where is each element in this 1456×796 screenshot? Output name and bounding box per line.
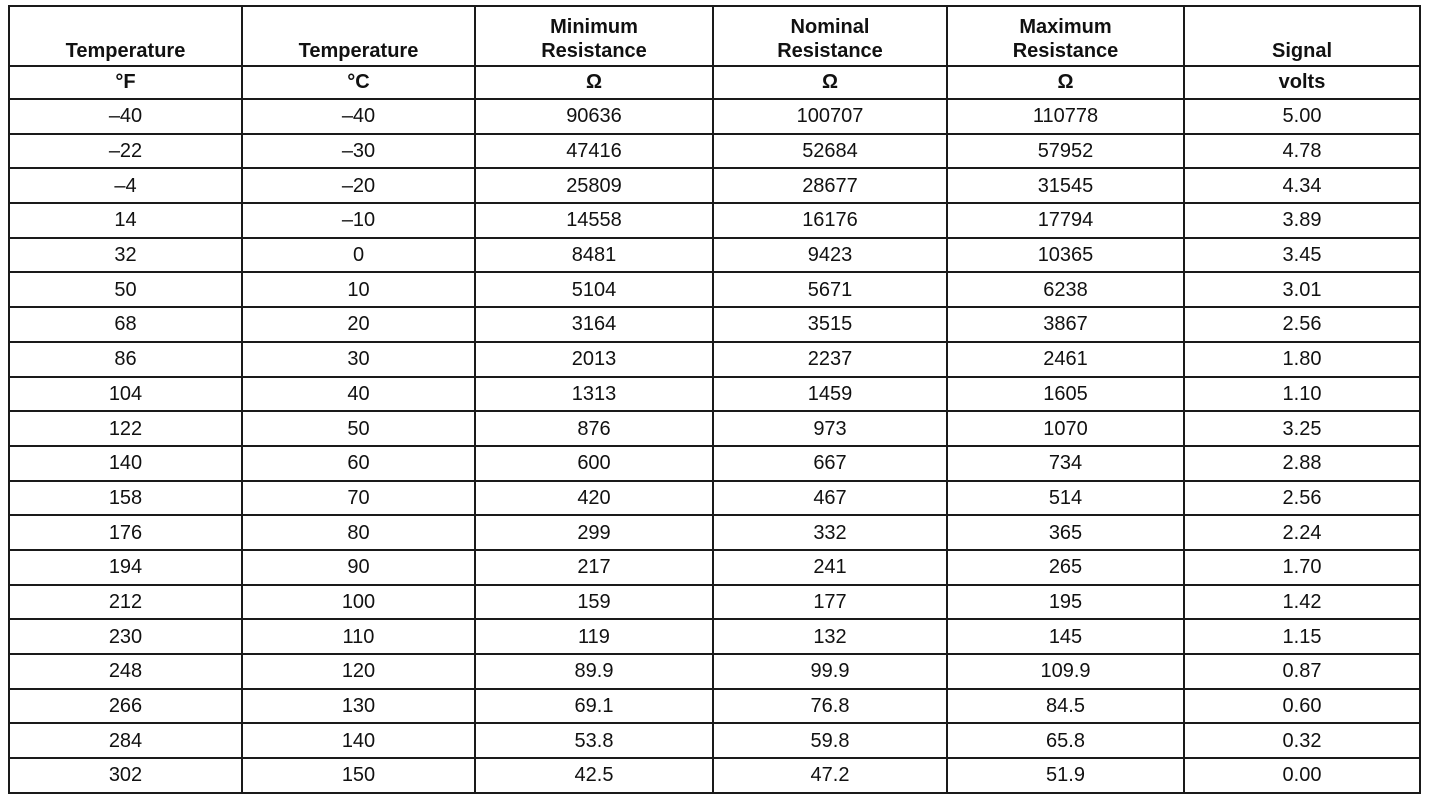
cell-nominal-resistance: 973 xyxy=(713,411,947,446)
cell-temp-f: 194 xyxy=(9,550,242,585)
cell-min-resistance: 1313 xyxy=(475,377,713,412)
cell-nominal-resistance: 59.8 xyxy=(713,723,947,758)
cell-nominal-resistance: 467 xyxy=(713,481,947,516)
table-body xyxy=(9,99,1420,793)
table-row xyxy=(9,238,1420,273)
table-row xyxy=(9,619,1420,654)
cell-temp-c: 40 xyxy=(242,377,475,412)
cell-min-resistance: 89.9 xyxy=(475,654,713,689)
table-row xyxy=(9,758,1420,793)
table-row xyxy=(9,203,1420,238)
cell-min-resistance: 69.1 xyxy=(475,689,713,724)
cell-signal-volts: 1.42 xyxy=(1184,585,1420,620)
cell-max-resistance: 65.8 xyxy=(947,723,1184,758)
cell-nominal-resistance: 100707 xyxy=(713,99,947,134)
cell-nominal-resistance: 667 xyxy=(713,446,947,481)
header-signal: Signal xyxy=(1184,6,1420,66)
cell-temp-c: 30 xyxy=(242,342,475,377)
cell-max-resistance: 3867 xyxy=(947,307,1184,342)
cell-nominal-resistance: 28677 xyxy=(713,168,947,203)
cell-max-resistance: 51.9 xyxy=(947,758,1184,793)
table-row xyxy=(9,550,1420,585)
cell-nominal-resistance: 1459 xyxy=(713,377,947,412)
cell-temp-f: 68 xyxy=(9,307,242,342)
cell-temp-f: –4 xyxy=(9,168,242,203)
cell-signal-volts: 1.15 xyxy=(1184,619,1420,654)
unit-celsius: °C xyxy=(242,66,475,99)
cell-min-resistance: 14558 xyxy=(475,203,713,238)
cell-temp-c: 60 xyxy=(242,446,475,481)
cell-temp-c: –20 xyxy=(242,168,475,203)
cell-min-resistance: 420 xyxy=(475,481,713,516)
cell-temp-c: –10 xyxy=(242,203,475,238)
table-row xyxy=(9,515,1420,550)
cell-min-resistance: 47416 xyxy=(475,134,713,169)
cell-temp-c: 120 xyxy=(242,654,475,689)
cell-temp-c: 10 xyxy=(242,272,475,307)
cell-nominal-resistance: 132 xyxy=(713,619,947,654)
cell-nominal-resistance: 2237 xyxy=(713,342,947,377)
cell-signal-volts: 3.89 xyxy=(1184,203,1420,238)
table-row xyxy=(9,99,1420,134)
cell-signal-volts: 2.88 xyxy=(1184,446,1420,481)
cell-signal-volts: 2.56 xyxy=(1184,307,1420,342)
cell-signal-volts: 2.24 xyxy=(1184,515,1420,550)
header-temperature-c: Temperature xyxy=(242,6,475,66)
cell-min-resistance: 2013 xyxy=(475,342,713,377)
cell-min-resistance: 42.5 xyxy=(475,758,713,793)
table-row xyxy=(9,307,1420,342)
unit-fahrenheit: °F xyxy=(9,66,242,99)
cell-nominal-resistance: 99.9 xyxy=(713,654,947,689)
unit-ohm-min: Ω xyxy=(475,66,713,99)
cell-min-resistance: 876 xyxy=(475,411,713,446)
cell-max-resistance: 6238 xyxy=(947,272,1184,307)
cell-max-resistance: 734 xyxy=(947,446,1184,481)
cell-temp-f: 86 xyxy=(9,342,242,377)
cell-temp-f: 32 xyxy=(9,238,242,273)
header-maximum-resistance: Maximum Resistance xyxy=(947,6,1184,66)
cell-max-resistance: 2461 xyxy=(947,342,1184,377)
sensor-resistance-table xyxy=(8,5,1421,794)
unit-ohm-max: Ω xyxy=(947,66,1184,99)
cell-max-resistance: 145 xyxy=(947,619,1184,654)
cell-temp-c: 50 xyxy=(242,411,475,446)
table-row xyxy=(9,342,1420,377)
cell-temp-f: –22 xyxy=(9,134,242,169)
cell-temp-f: 140 xyxy=(9,446,242,481)
cell-min-resistance: 25809 xyxy=(475,168,713,203)
cell-nominal-resistance: 52684 xyxy=(713,134,947,169)
cell-temp-f: 158 xyxy=(9,481,242,516)
cell-nominal-resistance: 9423 xyxy=(713,238,947,273)
cell-signal-volts: 4.78 xyxy=(1184,134,1420,169)
cell-signal-volts: 2.56 xyxy=(1184,481,1420,516)
header-label-row xyxy=(9,6,1420,66)
header-nominal-resistance: Nominal Resistance xyxy=(713,6,947,66)
cell-nominal-resistance: 76.8 xyxy=(713,689,947,724)
cell-temp-f: 230 xyxy=(9,619,242,654)
cell-temp-f: 176 xyxy=(9,515,242,550)
table-row xyxy=(9,689,1420,724)
unit-volts: volts xyxy=(1184,66,1420,99)
cell-nominal-resistance: 16176 xyxy=(713,203,947,238)
header-units-row xyxy=(9,66,1420,99)
cell-max-resistance: 514 xyxy=(947,481,1184,516)
cell-temp-c: –40 xyxy=(242,99,475,134)
cell-min-resistance: 299 xyxy=(475,515,713,550)
cell-temp-c: 100 xyxy=(242,585,475,620)
cell-temp-c: 90 xyxy=(242,550,475,585)
cell-temp-f: 284 xyxy=(9,723,242,758)
cell-temp-c: 130 xyxy=(242,689,475,724)
cell-temp-f: 122 xyxy=(9,411,242,446)
header-minimum-resistance: Minimum Resistance xyxy=(475,6,713,66)
cell-nominal-resistance: 5671 xyxy=(713,272,947,307)
cell-temp-f: 212 xyxy=(9,585,242,620)
cell-nominal-resistance: 332 xyxy=(713,515,947,550)
table-row xyxy=(9,446,1420,481)
unit-ohm-nominal: Ω xyxy=(713,66,947,99)
table-row xyxy=(9,168,1420,203)
cell-signal-volts: 0.87 xyxy=(1184,654,1420,689)
cell-temp-c: 20 xyxy=(242,307,475,342)
cell-temp-c: 150 xyxy=(242,758,475,793)
cell-signal-volts: 3.45 xyxy=(1184,238,1420,273)
cell-signal-volts: 0.60 xyxy=(1184,689,1420,724)
cell-max-resistance: 10365 xyxy=(947,238,1184,273)
cell-max-resistance: 110778 xyxy=(947,99,1184,134)
table-row xyxy=(9,723,1420,758)
cell-signal-volts: 3.01 xyxy=(1184,272,1420,307)
cell-signal-volts: 4.34 xyxy=(1184,168,1420,203)
cell-min-resistance: 8481 xyxy=(475,238,713,273)
cell-temp-c: 140 xyxy=(242,723,475,758)
table-row xyxy=(9,585,1420,620)
table-row xyxy=(9,481,1420,516)
cell-min-resistance: 119 xyxy=(475,619,713,654)
cell-max-resistance: 17794 xyxy=(947,203,1184,238)
cell-max-resistance: 265 xyxy=(947,550,1184,585)
table-row xyxy=(9,134,1420,169)
cell-temp-c: 80 xyxy=(242,515,475,550)
cell-max-resistance: 1070 xyxy=(947,411,1184,446)
cell-nominal-resistance: 177 xyxy=(713,585,947,620)
cell-min-resistance: 53.8 xyxy=(475,723,713,758)
cell-temp-f: 248 xyxy=(9,654,242,689)
table-row xyxy=(9,411,1420,446)
cell-temp-f: –40 xyxy=(9,99,242,134)
cell-temp-f: 50 xyxy=(9,272,242,307)
cell-temp-f: 104 xyxy=(9,377,242,412)
cell-signal-volts: 0.32 xyxy=(1184,723,1420,758)
cell-max-resistance: 31545 xyxy=(947,168,1184,203)
cell-max-resistance: 109.9 xyxy=(947,654,1184,689)
cell-max-resistance: 57952 xyxy=(947,134,1184,169)
table-row xyxy=(9,272,1420,307)
cell-temp-c: 0 xyxy=(242,238,475,273)
cell-min-resistance: 90636 xyxy=(475,99,713,134)
cell-temp-c: 70 xyxy=(242,481,475,516)
cell-max-resistance: 365 xyxy=(947,515,1184,550)
cell-signal-volts: 5.00 xyxy=(1184,99,1420,134)
cell-nominal-resistance: 47.2 xyxy=(713,758,947,793)
cell-temp-f: 266 xyxy=(9,689,242,724)
cell-min-resistance: 5104 xyxy=(475,272,713,307)
table-row xyxy=(9,654,1420,689)
cell-min-resistance: 159 xyxy=(475,585,713,620)
cell-min-resistance: 217 xyxy=(475,550,713,585)
cell-nominal-resistance: 241 xyxy=(713,550,947,585)
cell-temp-c: 110 xyxy=(242,619,475,654)
cell-signal-volts: 3.25 xyxy=(1184,411,1420,446)
cell-temp-c: –30 xyxy=(242,134,475,169)
cell-min-resistance: 600 xyxy=(475,446,713,481)
cell-signal-volts: 1.10 xyxy=(1184,377,1420,412)
cell-min-resistance: 3164 xyxy=(475,307,713,342)
cell-max-resistance: 1605 xyxy=(947,377,1184,412)
cell-signal-volts: 0.00 xyxy=(1184,758,1420,793)
cell-signal-volts: 1.70 xyxy=(1184,550,1420,585)
table-row xyxy=(9,377,1420,412)
cell-temp-f: 14 xyxy=(9,203,242,238)
cell-max-resistance: 195 xyxy=(947,585,1184,620)
cell-signal-volts: 1.80 xyxy=(1184,342,1420,377)
cell-max-resistance: 84.5 xyxy=(947,689,1184,724)
cell-temp-f: 302 xyxy=(9,758,242,793)
cell-nominal-resistance: 3515 xyxy=(713,307,947,342)
header-temperature-f: Temperature xyxy=(9,6,242,66)
